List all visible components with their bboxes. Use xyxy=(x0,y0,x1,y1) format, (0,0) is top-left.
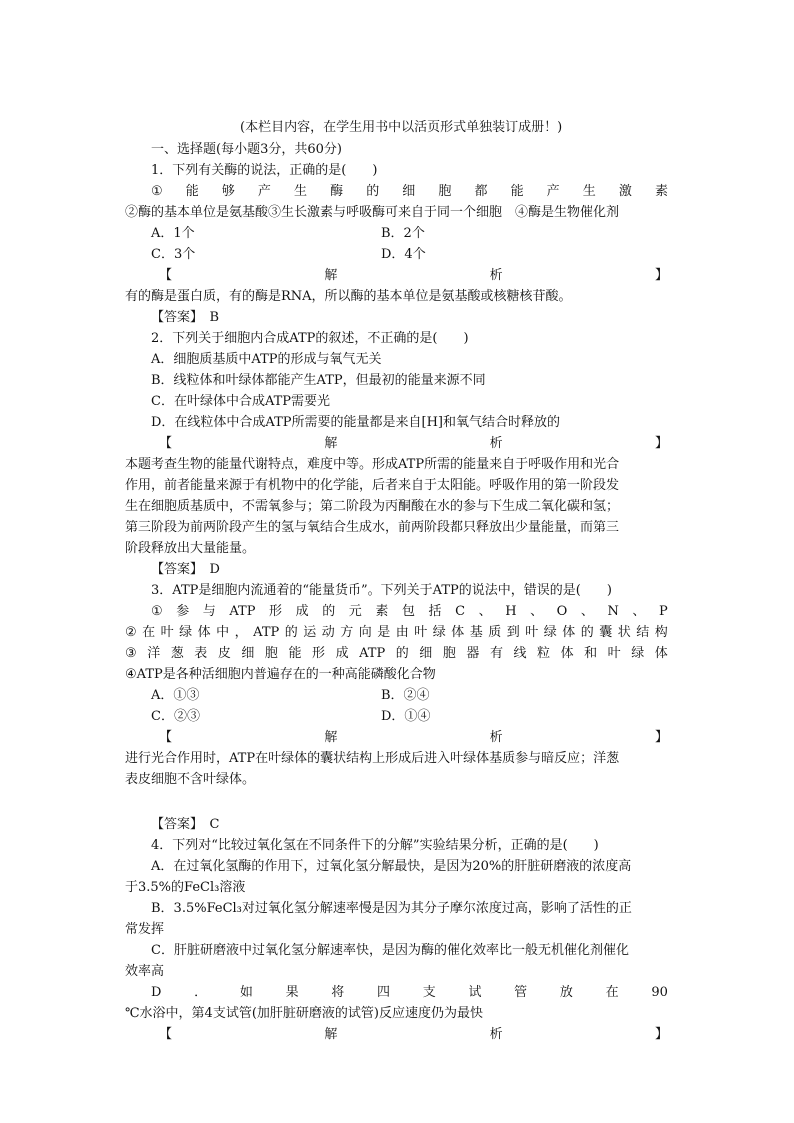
spread-char: 叶 xyxy=(525,625,539,640)
spread-char: 成 xyxy=(335,646,349,661)
q3-option-d: D．①④ xyxy=(381,709,431,724)
q1-option-c: C．3个 xyxy=(151,247,196,262)
analysis-label-open: 【 xyxy=(159,1027,173,1042)
spread-char: 和 xyxy=(584,646,598,661)
spread-char: 够 xyxy=(221,184,235,199)
q3-answer-value: C xyxy=(209,817,220,832)
analysis-label-close: 】 xyxy=(654,436,668,451)
analysis-label-close: 】 xyxy=(654,268,668,283)
q1-item-1 xyxy=(151,181,668,202)
analysis-label-left: 解 xyxy=(324,730,338,745)
analysis-label-left: 解 xyxy=(324,1027,338,1042)
q4-option-c-line2: 效率高 xyxy=(125,964,165,979)
spread-char: 素 xyxy=(375,604,389,619)
analysis-label-right: 析 xyxy=(489,268,503,283)
q1-analysis-header xyxy=(125,265,668,286)
spread-char: 粒 xyxy=(537,646,551,661)
spread-char: 的 xyxy=(580,625,594,640)
spread-char: 生 xyxy=(294,184,308,199)
q1-answer xyxy=(125,307,668,328)
q4-option-a-line2: 于3.5%的FeCl₃溶液 xyxy=(125,880,246,895)
spread-char: 方 xyxy=(340,625,354,640)
spread-char: 放 xyxy=(559,985,573,1000)
q2-analysis-line: 作用，前者能量来源于有机物中的化学能，后者来自于太阳能。呼吸作用的第一阶段发 xyxy=(125,478,620,493)
spread-char: 支 xyxy=(422,985,436,1000)
spread-char: 绿 xyxy=(179,625,193,640)
spread-char: 能 xyxy=(510,184,524,199)
section-heading: 一、选择题(每小题3分，共60分) xyxy=(151,142,342,157)
q2-analysis-line: 本题考查生物的能量代谢特点，难度中等。形成ATP所需的能量来自于呼吸作用和光合 xyxy=(125,457,620,472)
spread-char: 动 xyxy=(321,625,335,640)
spread-char: O xyxy=(556,604,568,619)
spread-char: ． xyxy=(194,985,208,1000)
analysis-label-left: 解 xyxy=(324,268,338,283)
analysis-label-close: 】 xyxy=(654,1027,668,1042)
spread-char: 胞 xyxy=(264,646,278,661)
spread-char: 四 xyxy=(377,985,391,1000)
spread-char: 形 xyxy=(312,646,326,661)
q3-option-b: B．②④ xyxy=(381,688,430,703)
spread-char: 、 xyxy=(478,604,492,619)
spread-char: 是 xyxy=(377,625,391,640)
q4-analysis-header xyxy=(125,1024,668,1045)
spread-char: 构 xyxy=(654,625,668,640)
q4-option-c-line1: C．肝脏研磨液中过氧化氢分解速率快，是因为酶的催化效率比一般无机催化剂催化 xyxy=(151,943,629,958)
analysis-label-open: 【 xyxy=(159,730,173,745)
spread-char: ② xyxy=(125,625,137,640)
q3-analysis-line: 表皮细胞不含叶绿体。 xyxy=(125,772,256,787)
q3-item-3 xyxy=(125,643,668,664)
spread-char: C xyxy=(455,604,466,619)
spread-char: N xyxy=(607,604,619,619)
analysis-label-open: 【 xyxy=(159,436,173,451)
spread-char: 体 xyxy=(560,646,574,661)
spread-char: 、 xyxy=(530,604,544,619)
spread-char: 有 xyxy=(489,646,503,661)
q3-item-2 xyxy=(125,622,668,643)
spread-char: 细 xyxy=(241,646,255,661)
spread-char: 素 xyxy=(654,184,668,199)
spread-char: 的 xyxy=(395,646,409,661)
answer-label: 【答案】 xyxy=(151,562,197,577)
q3-answer xyxy=(125,814,668,835)
spread-char: 向 xyxy=(358,625,372,640)
spread-char: 括 xyxy=(428,604,442,619)
spread-char: 激 xyxy=(618,184,632,199)
spread-char: 90 xyxy=(651,985,668,1000)
spread-char: 洋 xyxy=(147,646,161,661)
spread-char: 中 xyxy=(216,625,230,640)
q4-option-b-line2: 常发挥 xyxy=(125,922,165,937)
spread-char: 绿 xyxy=(543,625,557,640)
q2-analysis-line: 第三阶段为前两阶段产生的氢与氧结合生成水，前两阶段都只释放出少量能量，而第三 xyxy=(125,520,620,535)
spread-char: 的 xyxy=(322,604,336,619)
spread-char: 酶 xyxy=(330,184,344,199)
spread-char: 产 xyxy=(546,184,560,199)
spread-char: 试 xyxy=(468,985,482,1000)
spread-char: 运 xyxy=(303,625,317,640)
spread-char: 果 xyxy=(285,985,299,1000)
spread-char: 如 xyxy=(239,985,253,1000)
q3-option-c: C．②③ xyxy=(151,709,200,724)
spread-char: 形 xyxy=(269,604,283,619)
answer-label: 【答案】 xyxy=(151,310,197,325)
spread-char: 能 xyxy=(288,646,302,661)
q2-stem: 2．下列关于细胞内合成ATP的叙述，不正确的是( ) xyxy=(151,331,469,346)
spread-char: 质 xyxy=(488,625,502,640)
spread-char: 绿 xyxy=(432,625,446,640)
spread-char: 细 xyxy=(419,646,433,661)
spread-char: 在 xyxy=(142,625,156,640)
spread-char: ① xyxy=(151,604,163,619)
q1-answer-value: B xyxy=(209,310,220,325)
analysis-label-right: 析 xyxy=(489,1027,503,1042)
q2-analysis-header xyxy=(125,433,668,454)
spread-char: ③ xyxy=(125,646,137,661)
spread-char: 基 xyxy=(469,625,483,640)
q1-analysis: 有的酶是蛋白质，有的酶是RNA，所以酶的基本单位是氨基酸或核糖核苷酸。 xyxy=(125,289,572,304)
spread-char: 皮 xyxy=(217,646,231,661)
spread-char: 将 xyxy=(331,985,345,1000)
spread-char: 线 xyxy=(513,646,527,661)
spread-char: 、 xyxy=(580,604,594,619)
spread-char: 成 xyxy=(295,604,309,619)
spread-char: 的 xyxy=(284,625,298,640)
spread-char: 胞 xyxy=(442,646,456,661)
analysis-label-right: 析 xyxy=(489,436,503,451)
q4-option-a-line1: A．在过氧化氢酶的作用下，过氧化氢分解最快，是因为20%的肝脏研磨液的浓度高 xyxy=(151,859,632,874)
q1-option-d: D．4个 xyxy=(381,247,426,262)
spread-char: 能 xyxy=(185,184,199,199)
analysis-label-right: 析 xyxy=(489,730,503,745)
q2-option-b: B．线粒体和叶绿体都能产生ATP，但最初的能量来源不同 xyxy=(151,373,486,388)
spread-char: 都 xyxy=(474,184,488,199)
q4-option-d-line2: ℃水浴中，第4支试管(加肝脏研磨液的试管)反应速度仍为最快 xyxy=(125,1006,483,1021)
spread-char: ATP xyxy=(359,646,386,661)
spread-char: 生 xyxy=(582,184,596,199)
spread-char: 在 xyxy=(605,985,619,1000)
q1-option-a: A．1个 xyxy=(151,226,195,241)
spread-char: 叶 xyxy=(414,625,428,640)
spread-char: 到 xyxy=(506,625,520,640)
q3-analysis-header xyxy=(125,727,668,748)
q2-answer xyxy=(125,559,668,580)
q4-option-d-line1 xyxy=(151,982,668,1003)
q2-option-a: A．细胞质基质中ATP的形成与氧气无关 xyxy=(151,352,382,367)
answer-label: 【答案】 xyxy=(151,817,197,832)
spread-char: 参 xyxy=(176,604,190,619)
q2-option-c: C．在叶绿体中合成ATP需要光 xyxy=(151,394,331,409)
spread-char: ， xyxy=(234,625,248,640)
spread-char: 体 xyxy=(562,625,576,640)
q2-answer-value: D xyxy=(209,562,220,577)
spread-char: ATP xyxy=(253,625,280,640)
analysis-label-left: 解 xyxy=(324,436,338,451)
spread-char: 葱 xyxy=(170,646,184,661)
analysis-label-open: 【 xyxy=(159,268,173,283)
spread-char: 包 xyxy=(401,604,415,619)
spread-char: H xyxy=(505,604,517,619)
spread-char: 元 xyxy=(348,604,362,619)
spread-char: ATP xyxy=(229,604,256,619)
q2-option-d: D．在线粒体中合成ATP所需要的能量都是来自[H]和氧气结合时释放的 xyxy=(151,415,560,430)
spread-char: 绿 xyxy=(631,646,645,661)
spread-char: P xyxy=(659,604,668,619)
spread-char: 管 xyxy=(514,985,528,1000)
q3-stem: 3．ATP是细胞内流通着的“能量货币”。下列关于ATP的说法中，错误的是( ) xyxy=(151,583,612,598)
spread-char: 细 xyxy=(402,184,416,199)
q3-item-4: ④ATP是各种活细胞内普遍存在的一种高能磷酸化合物 xyxy=(125,667,436,682)
analysis-label-close: 】 xyxy=(654,730,668,745)
spread-char: D xyxy=(151,985,162,1000)
spread-char: 胞 xyxy=(438,184,452,199)
spread-char: 体 xyxy=(654,646,668,661)
q2-analysis-line: 生在细胞质基质中，不需氧参与；第二阶段为丙酮酸在水的参与下生成二氧化碳和氢； xyxy=(125,499,620,514)
q4-option-b-line1: B．3.5%FeCl₃对过氧化氢分解速率慢是因为其分子摩尔浓度过高，影响了活性的正 xyxy=(151,901,632,916)
q1-items-rest: ②酶的基本单位是氨基酸③生长激素与呼吸酶可来自于同一个细胞 ④酶是生物催化剂 xyxy=(125,205,620,220)
spread-char: 叶 xyxy=(607,646,621,661)
spread-char: 由 xyxy=(395,625,409,640)
spread-char: 器 xyxy=(466,646,480,661)
spread-char: 的 xyxy=(366,184,380,199)
spread-char: 体 xyxy=(451,625,465,640)
q1-stem: 1．下列有关酶的说法，正确的是( ) xyxy=(151,163,378,178)
spread-char: 产 xyxy=(257,184,271,199)
spread-char: 表 xyxy=(194,646,208,661)
spread-char: 结 xyxy=(636,625,650,640)
spread-char: 叶 xyxy=(160,625,174,640)
q3-option-a: A．①③ xyxy=(151,688,200,703)
page-note: (本栏目内容，在学生用书中以活页形式单独装订成册！) xyxy=(240,120,563,135)
spread-char: 、 xyxy=(632,604,646,619)
spread-char: 状 xyxy=(617,625,631,640)
q3-item-1 xyxy=(151,601,668,622)
spread-char: ① xyxy=(151,184,163,199)
q1-option-b: B．2个 xyxy=(381,226,425,241)
q2-analysis-line: 阶段释放出大量能量。 xyxy=(125,541,256,556)
spread-char: 囊 xyxy=(599,625,613,640)
q4-stem: 4．下列对“比较过氧化氢在不同条件下的分解”实验结果分析，正确的是( ) xyxy=(151,838,599,853)
q3-analysis-line: 进行光合作用时，ATP在叶绿体的囊状结构上形成后进入叶绿体基质参与暗反应；洋葱 xyxy=(125,751,620,766)
spread-char: 体 xyxy=(197,625,211,640)
spread-char: 与 xyxy=(202,604,216,619)
